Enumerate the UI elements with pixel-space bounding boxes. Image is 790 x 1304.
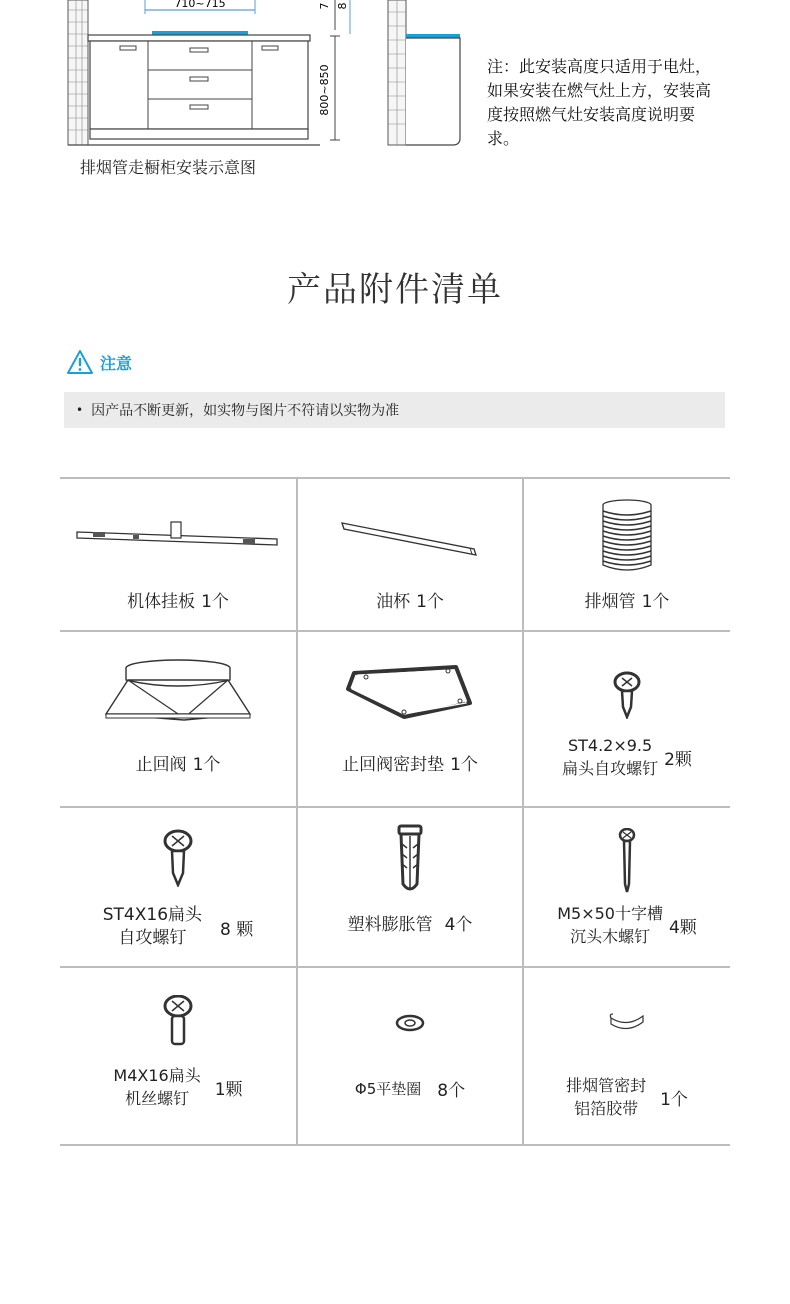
accessory-cell [60,968,298,1146]
accessory-cell [60,632,298,808]
accessory-cell [298,632,524,808]
accessory-name: 机体挂板 [127,592,196,612]
accessory-name-line1: ST4.2×9.5 [567,736,653,755]
accessory-name: 止回阀密封垫 [342,755,445,775]
accessory-qty: 1个 [416,592,444,612]
top-dimension-1: 7 [318,2,331,10]
accessory-qty: 1颗 [214,1079,243,1100]
accessory-name-line1: M5×50十字槽 [557,904,663,923]
accessory-cell [298,808,524,968]
accessory-name: 排烟管 [584,592,636,612]
accessory-qty: 1个 [660,1089,688,1110]
height-dimension: 800~850 [318,64,331,116]
accessory-name-line1: 排烟管密封 [566,1076,647,1095]
notice-bullet: • [76,403,84,417]
accessory-cell [524,808,730,968]
accessory-cell [524,477,730,632]
notice-bar [64,392,725,428]
left-wall [68,0,88,145]
notice-label: 注意 [100,353,133,373]
cabinet-icon [90,41,308,129]
accessory-cell [298,477,524,632]
accessory-name-line2: 铝箔胶带 [574,1099,639,1118]
washer-icon [395,1014,425,1032]
accessory-qty: 4个 [444,915,473,935]
accessory-name: 油杯 [376,592,411,612]
side-cabinet-icon [406,38,460,145]
exhaust-pipe-icon [599,499,655,573]
diagram-caption: 排烟管走橱柜安装示意图 [80,158,257,177]
accessory-cell [60,808,298,968]
notice-text: 因产品不断更新，如实物与图片不符请以实物为准 [91,403,400,419]
accessory-qty: 4颗 [668,917,697,938]
wall-plug-icon [393,824,427,896]
machine-screw-icon [162,995,194,1047]
installation-note: 注：此安装高度只适用于电灶，如果安装在燃气灶上方，安装高度按照燃气灶安装高度说明要求。 [487,57,712,148]
accessories-table [60,477,730,1146]
width-dimension: 710~715 [174,0,226,10]
accessory-name: 止回阀 [135,755,187,775]
accessory-cell [524,968,730,1146]
accessory-qty: 1个 [201,592,229,612]
accessory-name-line2: 机丝螺钉 [125,1089,190,1108]
accessory-name-line2: 自攻螺钉 [118,928,187,948]
accessory-qty: 2颗 [664,749,692,770]
accessory-name: 塑料膨胀管 [347,915,433,935]
oil-cup-icon [340,519,480,559]
wood-screw-icon [618,828,636,894]
accessory-cell [60,477,298,632]
screw-icon [162,829,194,887]
accessory-qty: 1个 [450,755,478,775]
top-dimension-2: 8 [336,2,349,10]
right-wall [388,0,406,145]
section-title: 产品附件清单 [287,270,503,310]
accessory-cell [298,968,524,1146]
accessory-qty: 1个 [192,755,221,775]
warning-icon [66,349,94,375]
accessory-name-line1: M4X16扁头 [113,1066,201,1085]
valve-gasket-icon [344,663,476,721]
accessory-name-line2: 扁头自攻螺钉 [562,759,659,778]
accessory-qty: 8 颗 [220,919,254,940]
accessory-name-line2: 沉头木螺钉 [570,927,651,946]
accessory-name-line1: ST4X16扁头 [102,905,203,925]
hanging-plate-icon [73,520,283,554]
accessory-cell [524,632,730,808]
accessory-name: Φ5平垫圈 [354,1080,422,1098]
screw-icon [612,671,642,719]
notice-header [66,346,132,378]
check-valve-icon [104,658,252,722]
accessory-qty: 8个 [437,1081,466,1101]
foil-tape-icon [607,1010,647,1032]
accessory-qty: 1个 [641,592,670,612]
